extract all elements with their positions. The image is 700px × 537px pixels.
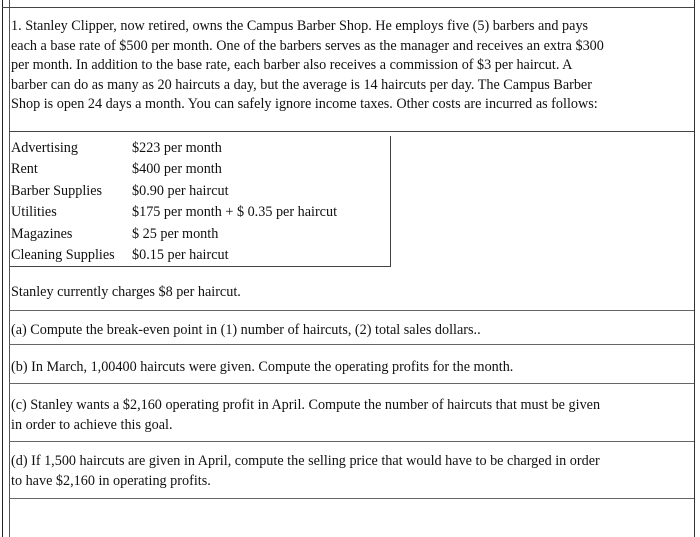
question-d xyxy=(11,452,600,491)
cost-item: Cleaning Supplies xyxy=(11,246,115,263)
question-c-line: in order to achieve this goal. xyxy=(11,416,173,433)
cost-value: $0.15 per haircut xyxy=(132,246,229,263)
cost-item: Rent xyxy=(11,161,38,178)
cost-row xyxy=(11,159,337,180)
cost-item: Utilities xyxy=(11,204,57,221)
cost-item: Advertising xyxy=(11,140,78,156)
question-c-line: (c) Stanley wants a $2,160 operating profit in April. Compute the number of haircuts that must be given xyxy=(11,397,601,413)
rule-after-price xyxy=(9,310,694,311)
cost-table xyxy=(11,138,337,266)
question-b: (b) In March, 1,00400 haircuts were given. Compute the operating profits for the month. xyxy=(11,359,514,375)
left-border xyxy=(2,0,3,537)
intro-line: 1. Stanley Clipper, now retired, owns the Campus Barber Shop. He employs five (5) barbers and pays xyxy=(11,18,589,34)
cost-value: $ 25 per month xyxy=(132,225,219,242)
intro-line: barber can do as many as 20 haircuts a day, but the average is 14 haircuts per day. The Campus Barber xyxy=(11,76,592,93)
rule-after-b xyxy=(9,383,694,384)
cost-row xyxy=(11,224,337,245)
intro-line: per month. In addition to the base rate, each barber also receives a commission of $3 per haircut. A xyxy=(11,57,573,74)
rule-after-d xyxy=(9,498,694,499)
question-d-line: (d) If 1,500 haircuts are given in April, compute the selling price that would have to be charged in order xyxy=(11,453,600,469)
right-border xyxy=(694,0,695,537)
cost-value: $400 per month xyxy=(132,161,222,178)
question-a: (a) Compute the break-even point in (1) number of haircuts, (2) total sales dollars.. xyxy=(11,322,481,338)
cost-row xyxy=(11,245,337,266)
intro-line: Shop is open 24 days a month. You can safely ignore income taxes. Other costs are incurred as follows: xyxy=(11,96,598,113)
intro-bottom-rule xyxy=(9,131,694,132)
problem-intro xyxy=(11,17,687,115)
cost-row xyxy=(11,202,337,223)
question-d-line: to have $2,160 in operating profits. xyxy=(11,472,211,489)
cost-value: $223 per month xyxy=(132,140,222,156)
cost-row xyxy=(11,181,337,202)
cost-value: $175 per month + $ 0.35 per haircut xyxy=(132,204,338,221)
cost-item: Barber Supplies xyxy=(11,182,103,199)
rule-after-c xyxy=(9,441,694,442)
question-c xyxy=(11,396,600,435)
inner-left-border xyxy=(9,0,10,537)
price-statement: Stanley currently charges $8 per haircut. xyxy=(11,284,241,300)
intro-line: each a base rate of $500 per month. One of the barbers serves as the manager and receives an extra $300 xyxy=(11,37,604,54)
top-border xyxy=(2,7,694,8)
cost-value: $0.90 per haircut xyxy=(132,182,229,199)
cost-item: Magazines xyxy=(11,225,73,242)
rule-after-a xyxy=(9,344,694,345)
cost-row xyxy=(11,138,337,159)
